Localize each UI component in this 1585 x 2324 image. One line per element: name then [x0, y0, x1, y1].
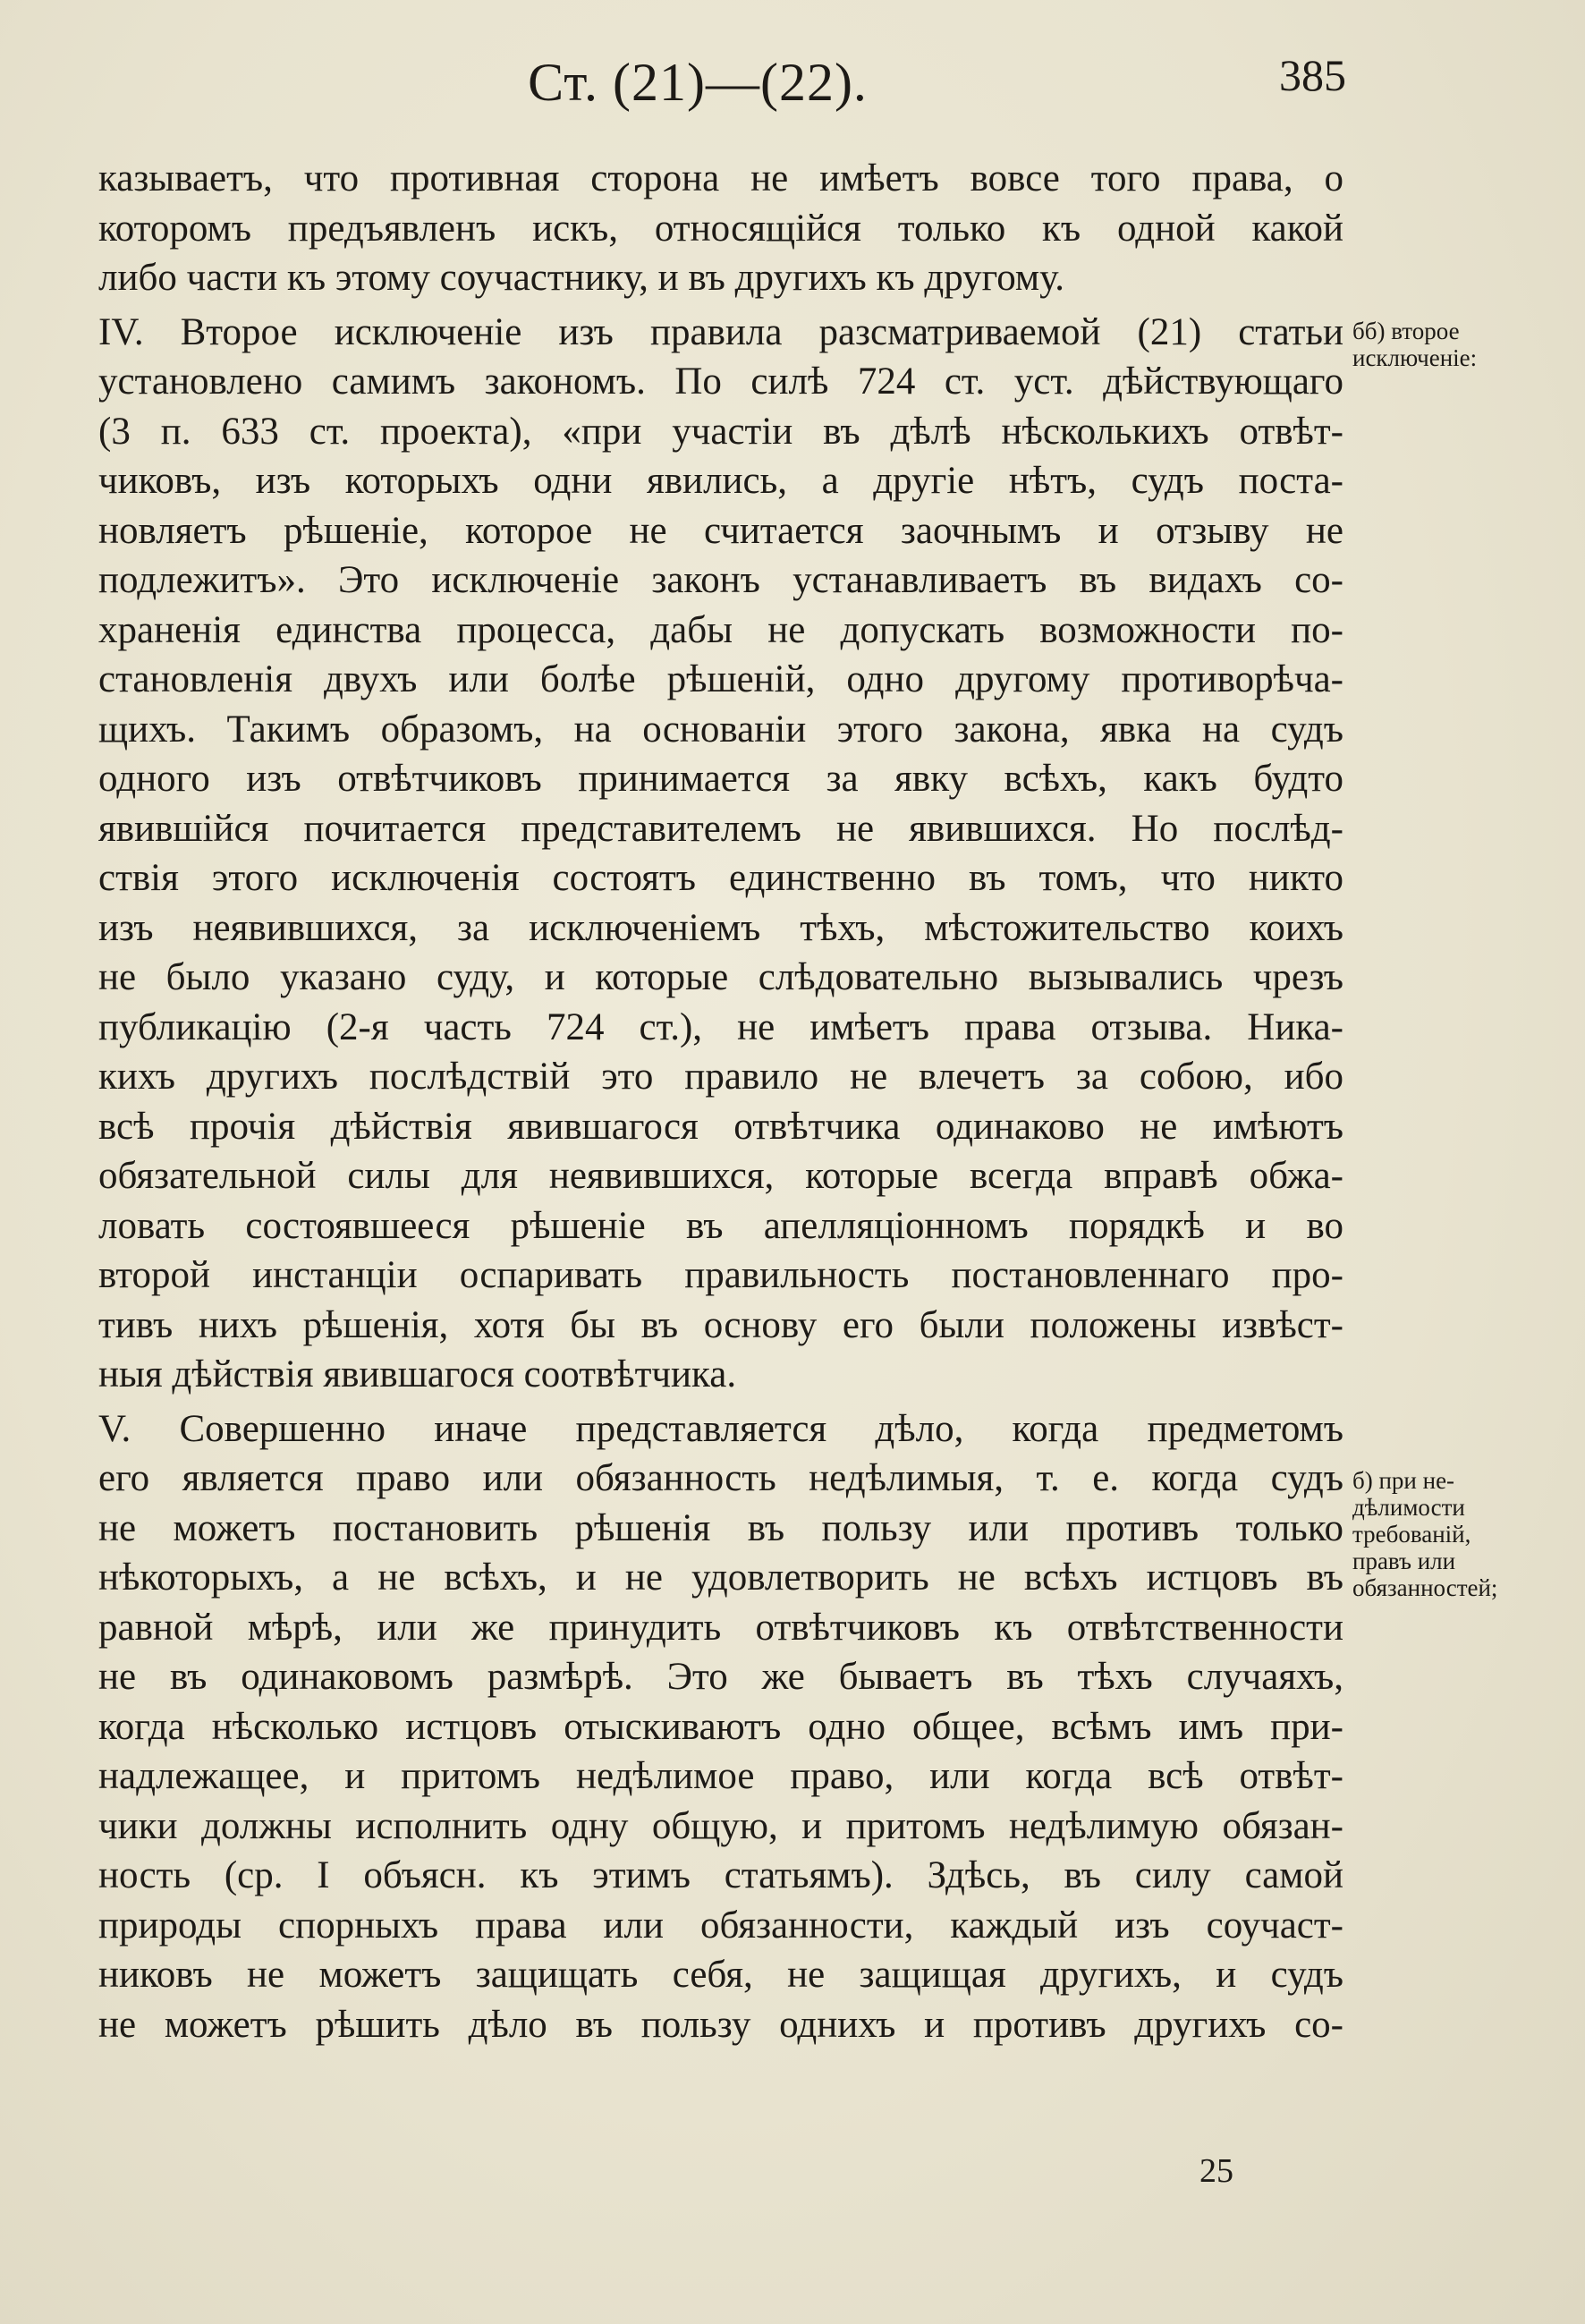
text-line: надлежащее, и притомъ недѣлимое право, или когда всѣ отвѣт- — [98, 1755, 1343, 1797]
marginal-note-line: б) при не- — [1352, 1467, 1455, 1494]
text-line: когда нѣсколько истцовъ отыскиваютъ одно общее, всѣмъ имъ при- — [98, 1705, 1343, 1748]
marginal-note — [1352, 1467, 1576, 1601]
text-line: казываетъ, что противная сторона не имѣетъ вовсе того права, о — [98, 157, 1343, 199]
text-line: либо части къ этому соучастнику, и въ другихъ къ другому. — [98, 257, 1065, 299]
text-line: установлено самимъ закономъ. По силѣ 724 ст. уст. дѣйствующаго — [98, 360, 1343, 403]
signature-mark: 25 — [1199, 2152, 1233, 2190]
text-line: которомъ предъявленъ искъ, относящійся только къ одной какой — [98, 207, 1343, 250]
marginal-note — [1352, 318, 1576, 371]
text-line: изъ неявившихся, за исключеніемъ тѣхъ, мѣстожительство коихъ — [98, 906, 1343, 949]
text-line: нѣкоторыхъ, а не всѣхъ, и не удовлетворить не всѣхъ истцовъ въ — [98, 1556, 1343, 1599]
body-text — [98, 154, 1343, 2049]
marginal-note-line: правъ или — [1352, 1548, 1456, 1574]
marginal-note-line: исключеніе: — [1352, 344, 1478, 371]
text-line: V. Совершенно иначе представляется дѣло, когда предметомъ — [98, 1407, 1343, 1450]
marginal-note-line: дѣлимости — [1352, 1494, 1465, 1521]
text-line: природы спорныхъ права или обязанности, каждый изъ соучаст- — [98, 1904, 1343, 1947]
text-line: его является право или обязанность недѣлимыя, т. е. когда судъ — [98, 1457, 1343, 1499]
marginal-note-line: обязанностей; — [1352, 1574, 1498, 1601]
text-line: никовъ не можетъ защищать себя, не защищая другихъ, и судъ — [98, 1954, 1343, 1996]
text-line: одного изъ отвѣтчиковъ принимается за явку всѣхъ, какъ будто — [98, 758, 1343, 800]
text-line: чики должны исполнить одну общую, и притомъ недѣлимую обязан- — [98, 1804, 1343, 1847]
text-line: новляетъ рѣшеніе, которое не считается заочнымъ и отзыву не — [98, 509, 1343, 552]
text-line: IV. Второе исключеніе изъ правила разсматриваемой (21) статьи — [98, 310, 1343, 353]
text-line: равной мѣрѣ, или же принудить отвѣтчиковъ къ отвѣтственности — [98, 1606, 1343, 1649]
text-line: (3 п. 633 ст. проекта), «при участіи въ дѣлѣ нѣсколькихъ отвѣт- — [98, 410, 1343, 453]
page-header-title: Ст. (21)—(22). — [528, 53, 868, 112]
text-line: ствія этого исключенія состоятъ единственно въ томъ, что никто — [98, 857, 1343, 899]
text-line: подлежитъ». Это исключеніе законъ устанавливаетъ въ видахъ со- — [98, 559, 1343, 601]
text-line: становленія двухъ или болѣе рѣшеній, одно другому противорѣча- — [98, 658, 1343, 700]
text-line: всѣ прочія дѣйствія явившагося отвѣтчика одинаково не имѣютъ — [98, 1105, 1343, 1148]
text-line: не можетъ постановить рѣшенія въ пользу или противъ только — [98, 1506, 1343, 1549]
text-line: чиковъ, изъ которыхъ одни явились, а другіе нѣтъ, судъ поста- — [98, 460, 1343, 502]
marginal-note-line: требованій, — [1352, 1521, 1471, 1548]
text-line: второй инстанціи оспаривать правильность постановленнаго про- — [98, 1254, 1343, 1296]
text-line: обязательной силы для неявившихся, которые всегда вправѣ обжа- — [98, 1155, 1343, 1197]
text-line: щихъ. Такимъ образомъ, на основаніи этого закона, явка на судъ — [98, 708, 1343, 751]
text-line: кихъ другихъ послѣдствій это правило не влечетъ за собою, ибо — [98, 1056, 1343, 1098]
text-line: не въ одинаковомъ размѣрѣ. Это же бываетъ въ тѣхъ случаяхъ, — [98, 1656, 1343, 1698]
text-line: ность (ср. I объясн. къ этимъ статьямъ). Здѣсь, въ силу самой — [98, 1854, 1343, 1896]
text-line: публикацію (2-я часть 724 ст.), не имѣетъ права отзыва. Ника- — [98, 1005, 1343, 1048]
marginal-note-line: бб) второе — [1352, 318, 1460, 344]
text-line: не было указано суду, и которые слѣдовательно вызывались чрезъ — [98, 956, 1343, 998]
text-line: ныя дѣйствія явившагося соотвѣтчика. — [98, 1353, 737, 1395]
text-line: храненія единства процесса, дабы не допускать возможности по- — [98, 608, 1343, 651]
page-number: 385 — [1279, 50, 1346, 100]
text-line: ловать состоявшееся рѣшеніе въ апелляціонномъ порядкѣ и во — [98, 1204, 1343, 1247]
text-line: явившійся почитается представителемъ не явившихся. Но послѣд- — [98, 807, 1343, 850]
text-line: не можетъ рѣшить дѣло въ пользу однихъ и противъ другихъ со- — [98, 2003, 1343, 2046]
text-line: тивъ нихъ рѣшенія, хотя бы въ основу его были положены извѣст- — [98, 1303, 1343, 1346]
